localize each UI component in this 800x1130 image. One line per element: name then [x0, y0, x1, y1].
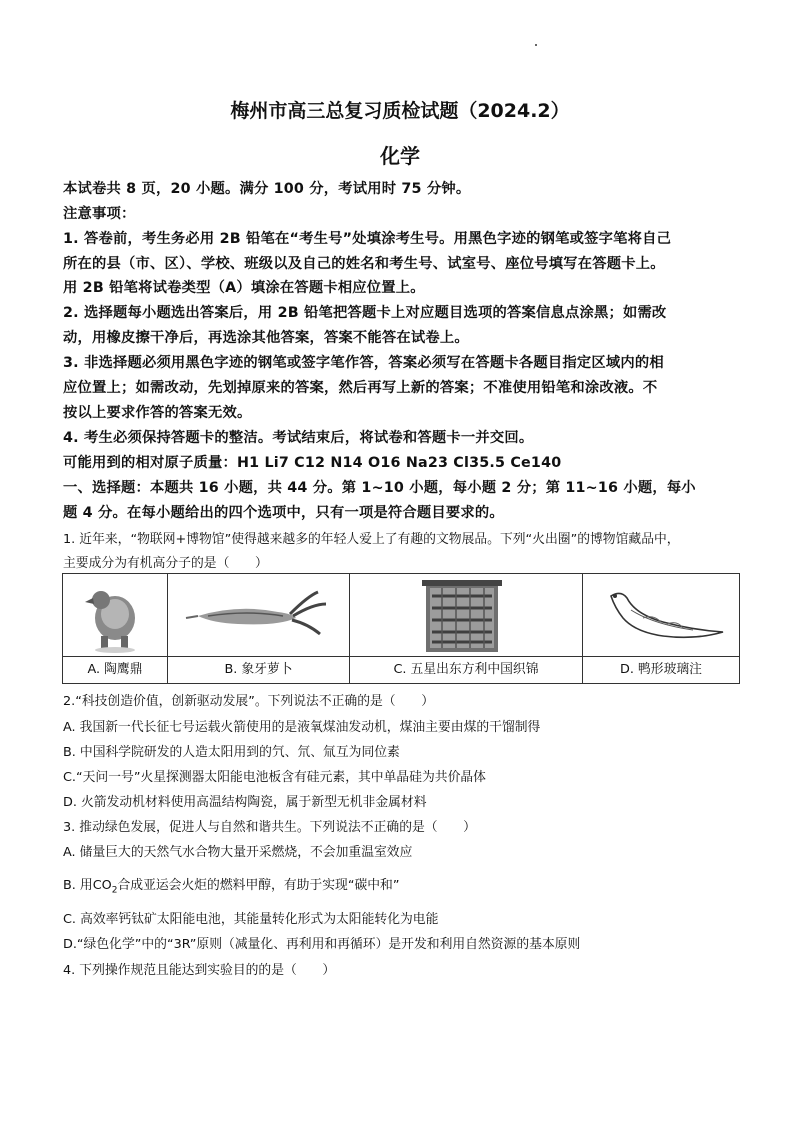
q1-option-c — [350, 574, 583, 683]
exam-title: 梅州市高三总复习质检试题（2024.2） — [230, 100, 570, 122]
note-1-line-1: 1. 答卷前，考生务必用 2B 铅笔在“考生号”处填涂考生号。用黑色字迹的钢笔或签字笔将自己 — [63, 231, 672, 247]
note-1-line-3: 用 2B 铅笔将试卷类型（A）填涂在答题卡相应位置上。 — [63, 280, 425, 296]
notes-heading: 注意事项： — [63, 206, 136, 222]
q1-option-b-label: B. 象牙萝卜 — [168, 656, 349, 683]
q4-stem: 4. 下列操作规范且能达到实验目的的是（ ） — [63, 963, 336, 978]
ivory-radish-icon — [168, 574, 349, 658]
note-3-line-2: 应位置上；如需改动，先划掉原来的答案，然后再写上新的答案；不准使用铅笔和涂改液。不 — [63, 380, 658, 396]
q3-option-b-rest: 合成亚运会火炬的燃料甲醇，有助于实现“碳中和” — [117, 878, 400, 893]
note-2-line-1: 2. 选择题每小题选出答案后，用 2B 铅笔把答题卡上对应题目选项的答案信息点涂黑；如需改 — [63, 305, 667, 321]
q3-option-b — [63, 874, 399, 896]
q1-option-d-label: D. 鸭形玻璃注 — [583, 656, 739, 683]
q2-option-c: C.“天问一号”火星探测器太阳能电池板含有硅元素，其中单晶硅为共价晶体 — [63, 770, 486, 785]
q1-stem-line-2: 主要成分为有机高分子的是（ ） — [63, 556, 268, 571]
note-3-line-3: 按以上要求作答的答案无效。 — [63, 405, 252, 421]
brocade-icon — [350, 574, 582, 658]
q1-option-c-label: C. 五星出东方利中国织锦 — [350, 656, 582, 683]
q2-stem: 2.“科技创造价值，创新驱动发展”。下列说法不正确的是（ ） — [63, 694, 434, 709]
q1-options-table — [62, 573, 740, 684]
pottery-eagle-tripod-icon — [63, 574, 167, 658]
q2-option-d: D. 火箭发动机材料使用高温结构陶瓷，属于新型无机非金属材料 — [63, 795, 427, 810]
duck-glass-vessel-icon — [583, 574, 739, 658]
exam-summary: 本试卷共 8 页，20 小题。满分 100 分，考试用时 75 分钟。 — [63, 181, 471, 197]
note-2-line-2: 动，用橡皮擦干净后，再选涂其他答案，答案不能答在试卷上。 — [63, 330, 469, 346]
q1-option-b — [168, 574, 350, 683]
q2-option-a: A. 我国新一代长征七号运载火箭使用的是液氧煤油发动机，煤油主要由煤的干馏制得 — [63, 720, 541, 735]
q3-stem: 3. 推动绿色发展，促进人与自然和谐共生。下列说法不正确的是（ ） — [63, 820, 476, 835]
note-1-line-2: 所在的县（市、区）、学校、班级以及自己的姓名和考生号、试室号、座位号填写在答题卡上。 — [63, 256, 665, 272]
q1-stem-line-1: 1. 近年来，“物联网+博物馆”使得越来越多的年轻人爱上了有趣的文物展品。下列“火出圈”的博物馆藏品中， — [63, 532, 680, 547]
note-3-line-1: 3. 非选择题必须用黑色字迹的钢笔或签字笔作答，答案必须写在答题卡各题目指定区域内的相 — [63, 355, 664, 371]
q3-option-b-subscript: 2 — [111, 885, 118, 896]
q3-option-d: D.“绿色化学”中的“3R”原则（减量化、再利用和再循环）是开发和利用自然资源的基本原则 — [63, 937, 581, 952]
q3-option-c: C. 高效率钙钛矿太阳能电池，其能量转化形式为太阳能转化为电能 — [63, 912, 439, 927]
note-4: 4. 考生必须保持答题卡的整洁。考试结束后，将试卷和答题卡一并交回。 — [63, 430, 534, 446]
q2-option-b: B. 中国科学院研发的人造太阳用到的氕、氘、氚互为同位素 — [63, 745, 400, 760]
q3-option-a: A. 储量巨大的天然气水合物大量开采燃烧，不会加重温室效应 — [63, 845, 413, 860]
atomic-masses: 可能用到的相对原子质量：H1 Li7 C12 N14 O16 Na23 Cl35.5 Ce140 — [63, 455, 562, 471]
section-1-line-2: 题 4 分。在每小题给出的四个选项中，只有一项是符合题目要求的。 — [63, 505, 504, 521]
q1-option-d — [583, 574, 739, 683]
subject-heading: 化学 — [380, 144, 420, 168]
q3-option-b-prefix: B. 用CO — [63, 878, 112, 893]
scan-speck — [535, 44, 537, 46]
q1-option-a-label: A. 陶鹰鼎 — [63, 656, 167, 683]
q1-option-a — [63, 574, 168, 683]
section-1-line-1: 一、选择题：本题共 16 小题，共 44 分。第 1~10 小题，每小题 2 分；第 11~16 小题，每小 — [63, 480, 696, 496]
